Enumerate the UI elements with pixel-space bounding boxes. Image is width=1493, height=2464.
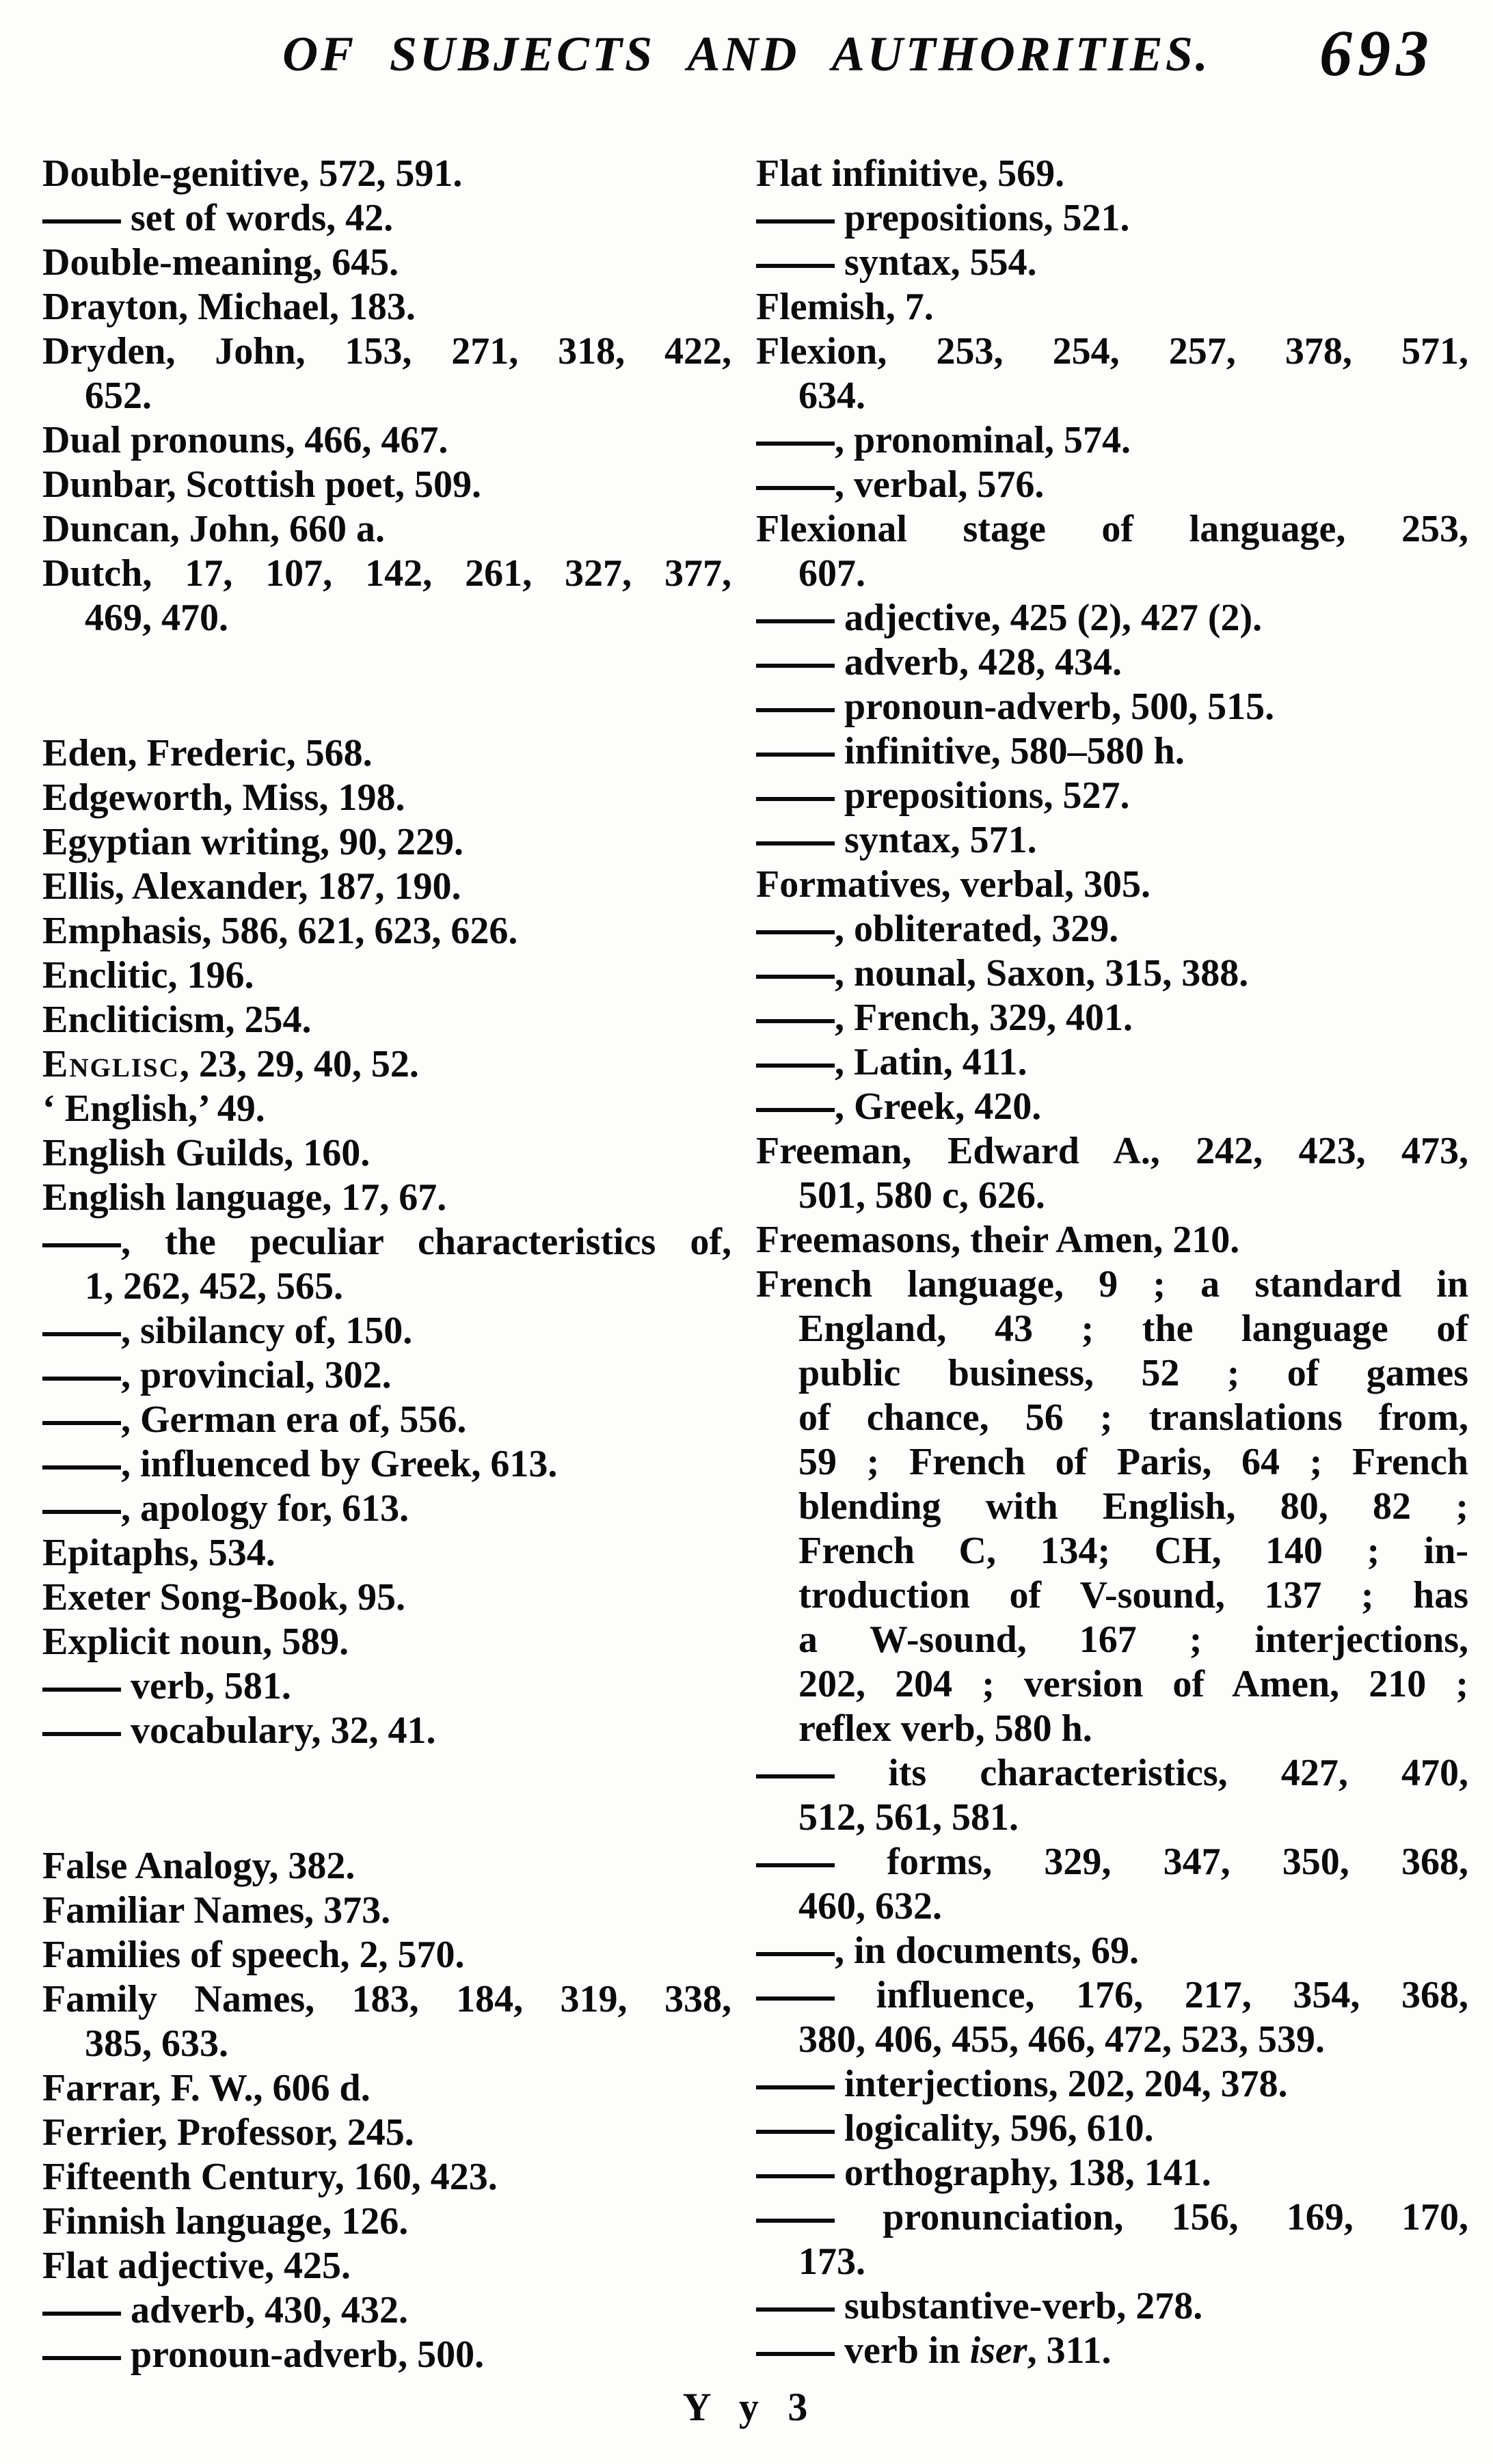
ditto-dash: [756, 2307, 835, 2312]
index-line: 1, 262, 452, 565.: [85, 1265, 343, 1308]
index-line: prepositions, 521.: [756, 196, 1468, 241]
index-column-left: [42, 152, 731, 2377]
index-line: French language, 9 ; a standard in: [756, 1263, 1468, 1305]
index-line: Ellis, Alexander, 187, 190.: [42, 865, 461, 908]
index-line: Flexional stage of language, 253,: [756, 508, 1468, 550]
index-line: verb, 581.: [42, 1664, 731, 1709]
index-line: 202, 204 ; version of Amen, 210 ;: [798, 1663, 1468, 1705]
small-caps-term: Englisc: [42, 1043, 180, 1085]
index-line: Finnish language, 126.: [42, 2200, 409, 2243]
index-line: Duncan, John, 660 a.: [42, 508, 386, 550]
index-line: , Latin, 411.: [756, 1040, 1468, 1085]
index-line: Flexion, 253, 254, 257, 378, 571,: [756, 330, 1468, 373]
index-line: Farrar, F. W., 606 d.: [42, 2067, 371, 2109]
ditto-dash: [42, 1465, 121, 1470]
index-line: 501, 580 c, 626.: [798, 1174, 1045, 1217]
index-line: 469, 470.: [85, 597, 228, 639]
index-line: Fifteenth Century, 160, 423.: [42, 2156, 498, 2198]
index-line: influence, 176, 217, 354, 368,: [756, 1973, 1468, 2018]
ditto-dash: [756, 930, 835, 934]
index-line: , pronominal, 574.: [756, 418, 1468, 463]
ditto-dash: [756, 1108, 835, 1112]
ditto-dash: [42, 1732, 121, 1736]
ditto-dash: [42, 1243, 121, 1247]
ditto-dash: [756, 975, 835, 979]
page-title: OF SUBJECTS AND AUTHORITIES.: [282, 27, 1211, 81]
index-line: Englisc, 23, 29, 40, 52.: [42, 1043, 419, 1085]
index-line: set of words, 42.: [42, 196, 731, 241]
ditto-dash: [756, 2352, 835, 2356]
ditto-dash: [42, 2312, 121, 2316]
ditto-dash: [756, 841, 835, 845]
ditto-dash: [756, 2085, 835, 2089]
ditto-dash: [756, 753, 835, 757]
index-line: Enclitic, 196.: [42, 954, 254, 997]
index-line: blending with English, 80, 82 ;: [798, 1485, 1468, 1528]
index-line: Encliticism, 254.: [42, 999, 312, 1041]
index-line: 59 ; French of Paris, 64 ; French: [798, 1441, 1468, 1483]
ditto-dash: [756, 797, 835, 801]
ditto-dash: [756, 219, 835, 224]
index-line: adjective, 425 (2), 427 (2).: [756, 596, 1468, 640]
index-line: , the peculiar characteristics of,: [42, 1220, 731, 1264]
ditto-dash: [756, 1019, 835, 1023]
index-line: Double-meaning, 645.: [42, 241, 399, 284]
index-line: reflex verb, 580 h.: [798, 1707, 1092, 1750]
index-line: Eden, Frederic, 568.: [42, 732, 373, 774]
index-line: verb in iser, 311.: [756, 2329, 1468, 2373]
index-line: Dryden, John, 153, 271, 318, 422,: [42, 330, 731, 373]
ditto-dash: [756, 486, 835, 490]
index-line: English language, 17, 67.: [42, 1176, 447, 1219]
ditto-dash: [42, 1421, 121, 1425]
index-line: 385, 633.: [85, 2022, 228, 2065]
ditto-dash: [42, 1510, 121, 1514]
index-line: Double-genitive, 572, 591.: [42, 152, 463, 195]
index-line: England, 43 ; the language of: [798, 1308, 1468, 1350]
index-line: Family Names, 183, 184, 319, 338,: [42, 1978, 731, 2020]
ditto-dash: [42, 219, 121, 224]
ditto-dash: [756, 1774, 835, 1778]
index-line: , influenced by Greek, 613.: [42, 1442, 731, 1487]
ditto-dash: [42, 1377, 121, 1381]
index-line: 607.: [798, 552, 865, 595]
index-line: interjections, 202, 204, 378.: [756, 2062, 1468, 2107]
index-line: Drayton, Michael, 183.: [42, 286, 416, 328]
index-line: 173.: [798, 2240, 865, 2283]
page-number: 693: [1319, 16, 1434, 90]
index-line: adverb, 430, 432.: [42, 2288, 731, 2333]
index-line: logicality, 596, 610.: [756, 2107, 1468, 2151]
index-line: 460, 632.: [798, 1885, 942, 1927]
index-line: , in documents, 69.: [756, 1929, 1468, 1973]
index-line: , provincial, 302.: [42, 1353, 731, 1398]
signature-mark: Y y 3: [682, 2385, 811, 2429]
ditto-dash: [756, 619, 835, 623]
index-line: ‘ English,’ 49.: [42, 1087, 265, 1130]
index-line: , Greek, 420.: [756, 1085, 1468, 1129]
index-line: , obliterated, 329.: [756, 907, 1468, 951]
index-line: syntax, 554.: [756, 241, 1468, 285]
index-line: Emphasis, 586, 621, 623, 626.: [42, 910, 518, 952]
index-line: French C, 134; CH, 140 ; in-: [798, 1530, 1468, 1572]
index-line: Freemasons, their Amen, 210.: [756, 1219, 1240, 1261]
ditto-dash: [756, 264, 835, 268]
index-line: infinitive, 580–580 h.: [756, 729, 1468, 774]
index-line: its characteristics, 427, 470,: [756, 1751, 1468, 1796]
ditto-dash: [756, 2174, 835, 2178]
index-line: Explicit noun, 589.: [42, 1621, 349, 1663]
index-line: orthography, 138, 141.: [756, 2151, 1468, 2195]
index-line: , nounal, Saxon, 315, 388.: [756, 951, 1468, 996]
index-line: Flat infinitive, 569.: [756, 152, 1065, 195]
ditto-dash: [42, 2356, 121, 2360]
ditto-dash: [42, 1332, 121, 1336]
index-line: syntax, 571.: [756, 818, 1468, 863]
index-line: 652.: [85, 375, 152, 417]
ditto-dash: [756, 1952, 835, 1956]
index-line: Edgeworth, Miss, 198.: [42, 776, 405, 819]
index-line: 512, 561, 581.: [798, 1796, 1019, 1839]
index-line: Familiar Names, 373.: [42, 1889, 391, 1932]
index-line: , sibilancy of, 150.: [42, 1309, 731, 1353]
index-line: , German era of, 556.: [42, 1398, 731, 1442]
index-line: , French, 329, 401.: [756, 996, 1468, 1040]
ditto-dash: [756, 2130, 835, 2134]
index-line: False Analogy, 382.: [42, 1845, 355, 1887]
index-line: Exeter Song-Book, 95.: [42, 1576, 405, 1619]
index-line: prepositions, 527.: [756, 774, 1468, 818]
italic-term: iser: [969, 2329, 1027, 2372]
index-line: Epitaphs, 534.: [42, 1532, 275, 1574]
index-line: English Guilds, 160.: [42, 1132, 371, 1174]
ditto-dash: [756, 2219, 835, 2223]
index-line: Flemish, 7.: [756, 286, 934, 328]
index-line: , verbal, 576.: [756, 463, 1468, 507]
index-line: pronunciation, 156, 169, 170,: [756, 2195, 1468, 2240]
index-line: Dunbar, Scottish poet, 509.: [42, 463, 482, 506]
index-line: Dutch, 17, 107, 142, 261, 327, 377,: [42, 552, 731, 595]
index-line: Formatives, verbal, 305.: [756, 863, 1151, 906]
ditto-dash: [756, 1996, 835, 2001]
index-line: a W-sound, 167 ; interjections,: [798, 1619, 1468, 1661]
index-line: of chance, 56 ; translations from,: [798, 1396, 1468, 1439]
index-line: adverb, 428, 434.: [756, 640, 1468, 685]
index-line: substantive-verb, 278.: [756, 2284, 1468, 2329]
index-line: forms, 329, 347, 350, 368,: [756, 1840, 1468, 1884]
index-line: troduction of V-sound, 137 ; has: [798, 1574, 1468, 1616]
index-line: pronoun-adverb, 500, 515.: [756, 685, 1468, 729]
index-line: Freeman, Edward A., 242, 423, 473,: [756, 1130, 1468, 1172]
ditto-dash: [756, 1064, 835, 1068]
ditto-dash: [756, 664, 835, 668]
ditto-dash: [42, 1688, 121, 1692]
index-line: , apology for, 613.: [42, 1487, 731, 1531]
index-line: vocabulary, 32, 41.: [42, 1709, 731, 1753]
index-line: Dual pronouns, 466, 467.: [42, 419, 448, 461]
index-line: Ferrier, Professor, 245.: [42, 2111, 414, 2154]
index-line: 634.: [798, 375, 865, 417]
index-line: pronoun-adverb, 500.: [42, 2333, 731, 2377]
ditto-dash: [756, 1863, 835, 1867]
index-line: Egyptian writing, 90, 229.: [42, 821, 464, 863]
index-line: Flat adjective, 425.: [42, 2245, 351, 2287]
ditto-dash: [756, 442, 835, 446]
ditto-dash: [756, 708, 835, 712]
index-line: 380, 406, 455, 466, 472, 523, 539.: [798, 2018, 1325, 2061]
index-column-right: [756, 152, 1468, 2373]
index-line: Families of speech, 2, 570.: [42, 1934, 465, 1976]
index-line: public business, 52 ; of games: [798, 1352, 1468, 1394]
